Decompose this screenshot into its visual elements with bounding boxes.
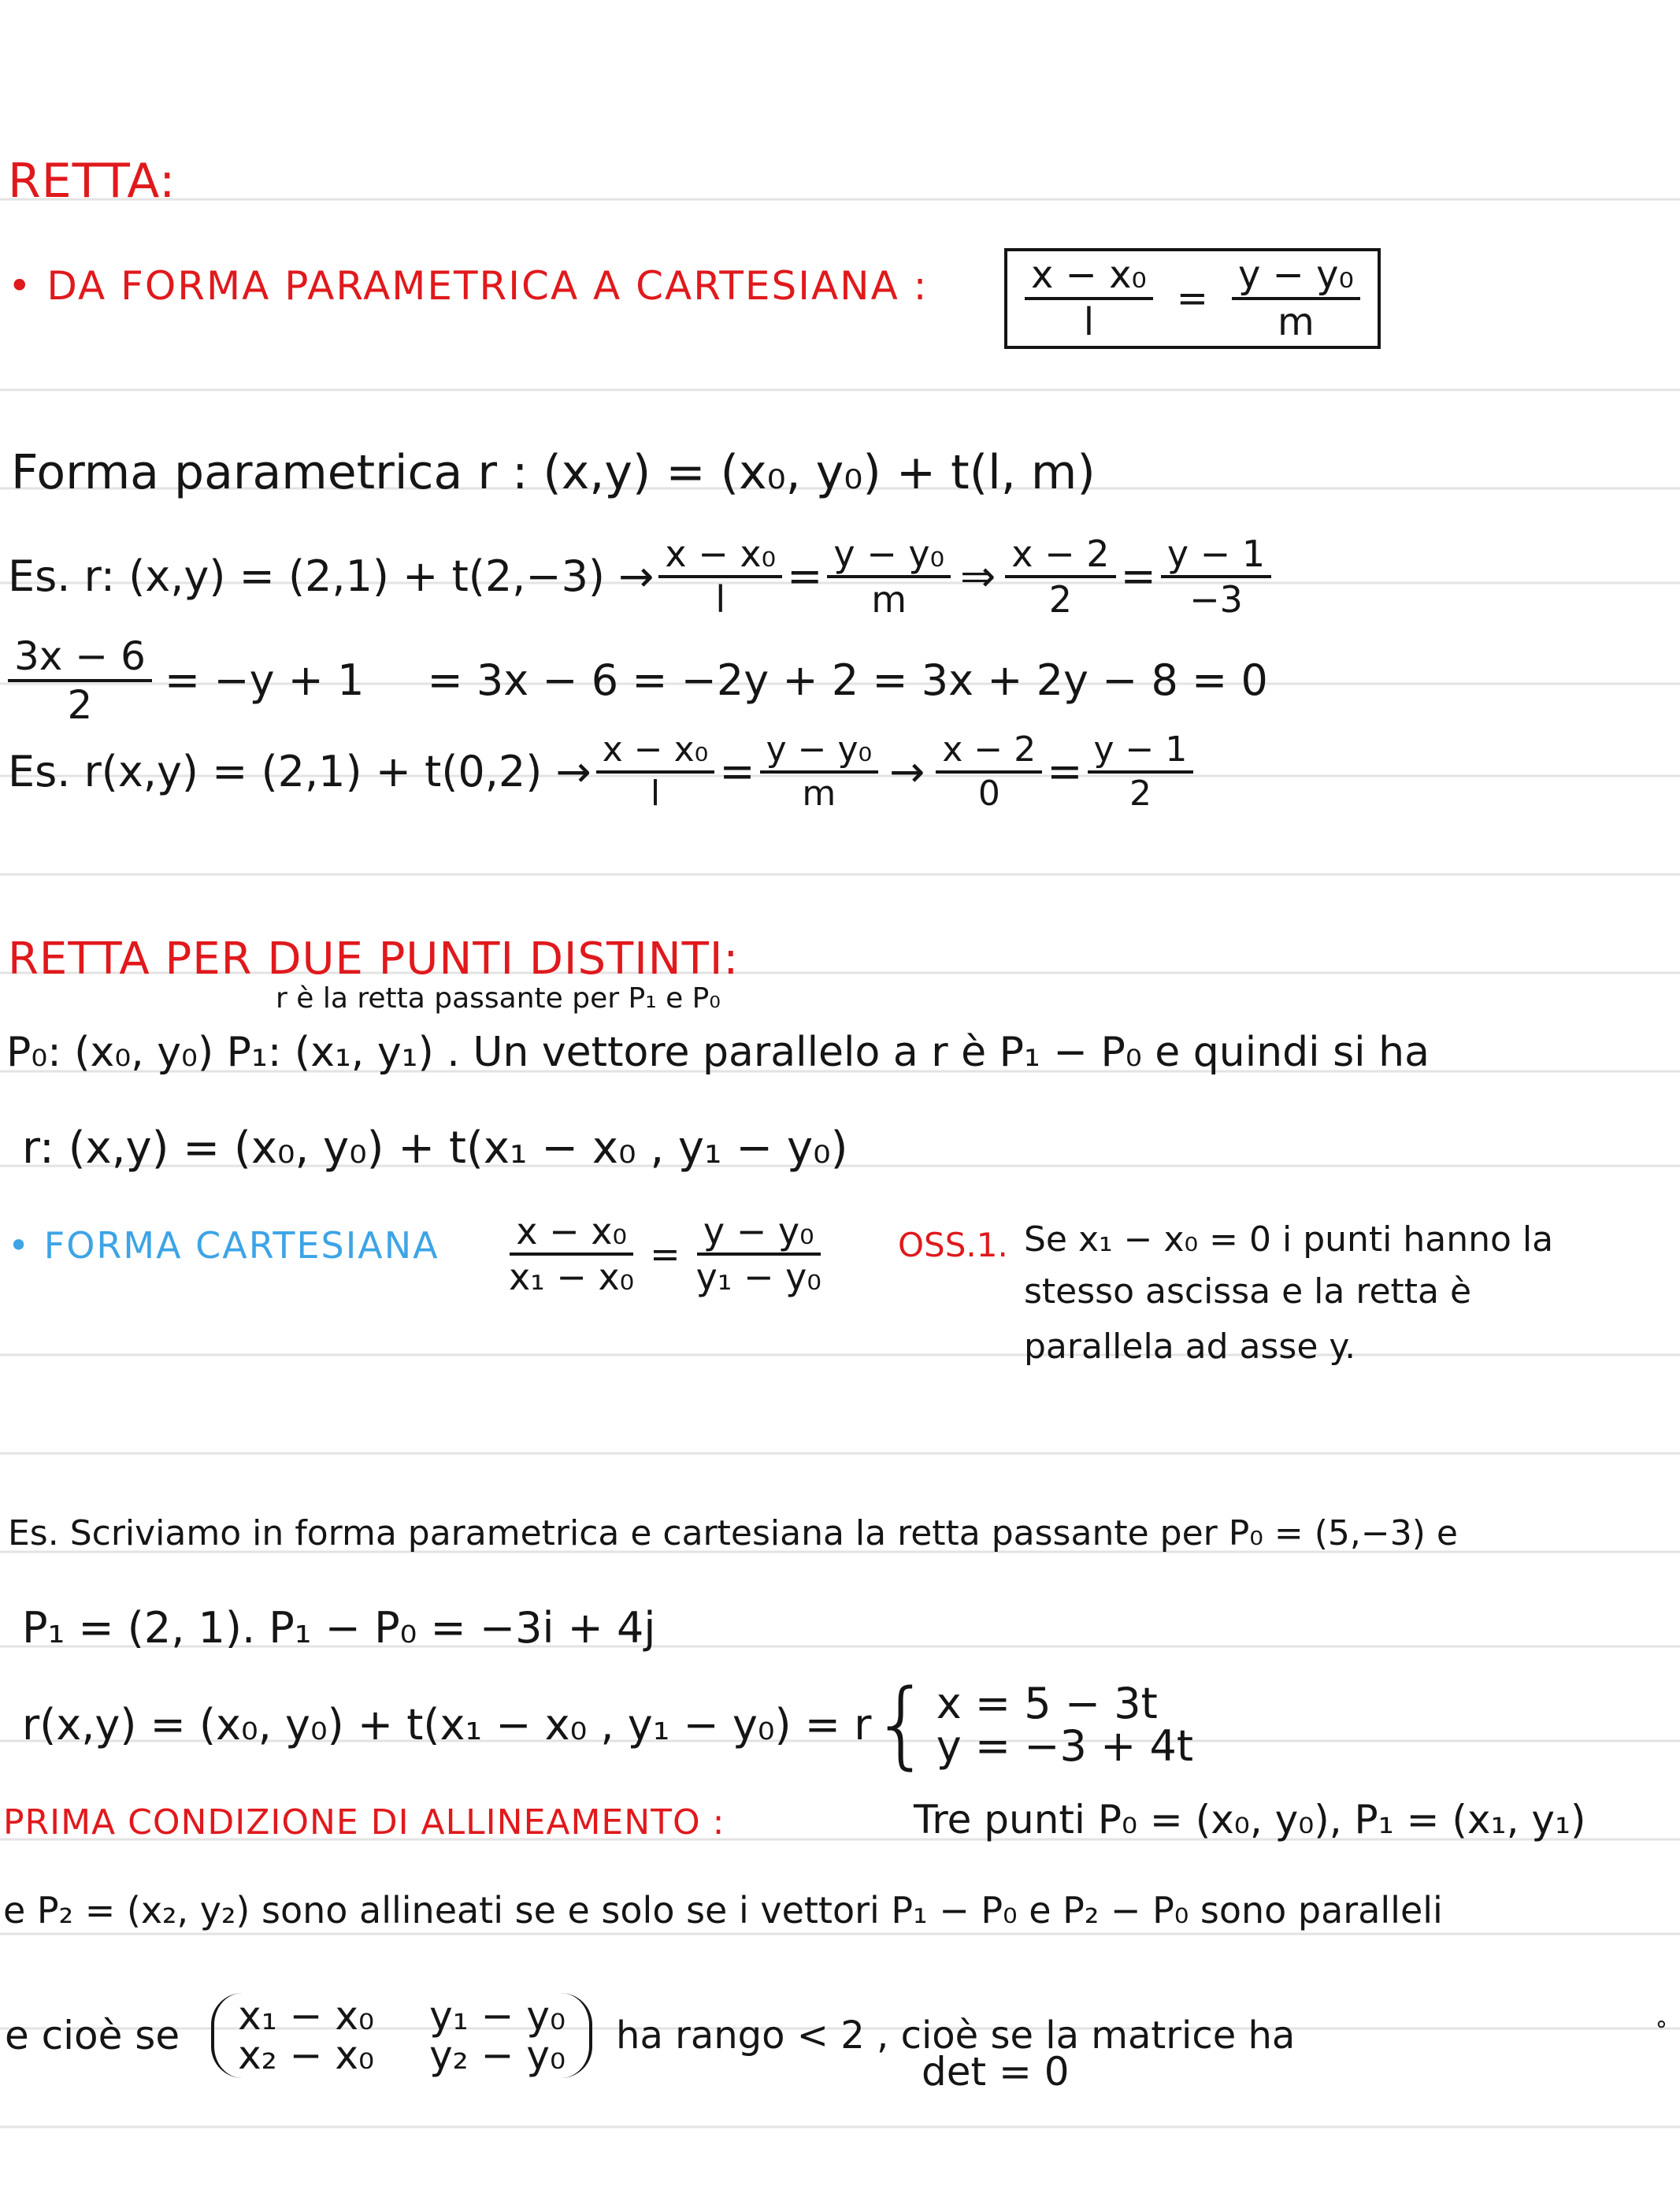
boxed-formula: $\frac{\text{x − x₀}}{l}$ = $\frac{\text{y − y₀}}{m}$ bbox=[1004, 248, 1381, 349]
example-3-line-1: Es. Scriviamo in forma parametrica e cartesiana la retta passante per P₀ = (5,−3) e bbox=[8, 1513, 1458, 1553]
example-1-solution-line: $\frac{3x - 6}{2}$ = −y + 1 = 3x − 6 = −2y + 2 = 3x + 2y − 8 = 0 bbox=[8, 636, 1268, 725]
oss-line-1: Se x₁ − x₀ = 0 i punti hanno la bbox=[1024, 1219, 1554, 1260]
example-1-line: Es. r: (x,y) = (2,1) + t(2,−3) → $\frac{\text{x − x₀}}{l}$ = $\frac{\text{y − y₀}}{m}$ ⇒ $\frac{x - 2}{2}$ = $\frac{y - 1}{-3}$ bbox=[8, 536, 1276, 618]
subtitle-parametric-to-cartesian: • DA FORMA PARAMETRICA A CARTESIANA : bbox=[8, 263, 929, 309]
alignment-line-1: Tre punti P₀ = (x₀, y₀), P₁ = (x₁, y₁) bbox=[914, 1797, 1586, 1843]
alignment-line-3: e cioè se x₁ − x₀ y₁ − y₀ x₂ − x₀ y₂ − y₀ ha rango < 2 , cioè se la matrice ha bbox=[5, 1993, 1296, 2078]
alignment-line-2: e P₂ = (x₂, y₂) sono allineati se e solo se i vettori P₁ − P₀ e P₂ − P₀ sono paralleli bbox=[3, 1889, 1443, 1932]
example-3-line-2: P₁ = (2, 1). P₁ − P₀ = −3i + 4j bbox=[22, 1603, 656, 1653]
alignment-title: PRIMA CONDIZIONE DI ALLINEAMENTO : bbox=[3, 1802, 725, 1843]
two-points-line-2: r: (x,y) = (x₀, y₀) + t(x₁ − x₀ , y₁ − y₀) bbox=[22, 1123, 848, 1174]
section-title-two-points: RETTA PER DUE PUNTI DISTINTI: bbox=[8, 933, 740, 985]
cartesian-form-formula: $\frac{\text{x − x₀}}{\text{x₁ − x₀}}$ = $\frac{\text{y − y₀}}{\text{y₁ − y₀}}$ bbox=[509, 1210, 821, 1298]
det-zero: det = 0 bbox=[922, 2049, 1070, 2095]
two-points-line-1: P₀: (x₀, y₀) P₁: (x₁, y₁) . Un vettore parallelo a r è P₁ − P₀ e quindi si ha bbox=[6, 1029, 1430, 1076]
oss-label: OSS.1. bbox=[898, 1226, 1008, 1264]
example-2-line: Es. r(x,y) = (2,1) + t(0,2) → $\frac{\text{x − x₀}}{l}$ = $\frac{\text{y − y₀}}{m}$ → $\frac{x - 2}{0}$ = $\frac{y - 1}{2}$ bbox=[8, 733, 1198, 811]
trailing-mark: ∘ bbox=[1654, 2010, 1669, 2038]
parametric-system: { x = 5 − 3t y = −3 + 4t bbox=[871, 1670, 1194, 1779]
difference-matrix: x₁ − x₀ y₁ − y₀ x₂ − x₀ y₂ − y₀ bbox=[211, 1993, 592, 2078]
section-title-retta: RETTA: bbox=[8, 154, 176, 209]
cartesian-form-label: • FORMA CARTESIANA bbox=[8, 1224, 439, 1267]
parametric-form-line: Forma parametrica r : (x,y) = (x₀, y₀) + t(l, m) bbox=[11, 445, 1096, 500]
example-3-line-3: r(x,y) = (x₀, y₀) + t(x₁ − x₀ , y₁ − y₀) = r { x = 5 − 3t y = −3 + 4t bbox=[22, 1670, 1194, 1779]
oss-line-2: stesso ascissa e la retta è bbox=[1024, 1271, 1472, 1312]
oss-line-3: parallela ad asse y. bbox=[1024, 1327, 1356, 1367]
two-points-note: r è la retta passante per P₁ e P₀ bbox=[276, 982, 721, 1015]
